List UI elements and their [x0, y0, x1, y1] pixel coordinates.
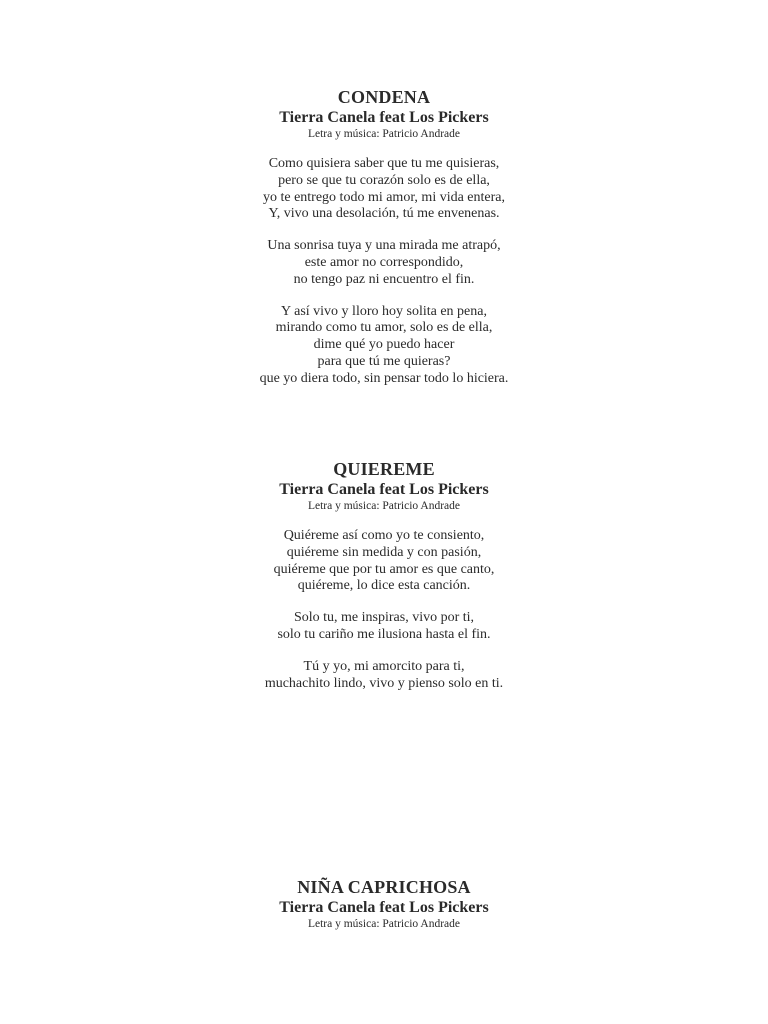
verse-line: mirando como tu amor, solo es de ella,	[275, 320, 493, 336]
stanza	[0, 528, 768, 595]
song-artist: Tierra Canela feat Los Pickers	[279, 109, 489, 126]
song-credits: Letra y música: Patricio Andrade	[307, 500, 460, 512]
verse-line: pero se que tu corazón solo es de ella,	[278, 172, 490, 188]
verse-line: Y así vivo y lloro hoy solita en pena,	[281, 303, 487, 319]
verse-line: Una sonrisa tuya y una mirada me atrapó,	[267, 238, 501, 254]
verse-line: este amor no correspondido,	[304, 254, 464, 270]
song-artist: Tierra Canela feat Los Pickers	[279, 899, 489, 916]
stanza	[0, 659, 768, 693]
verse-line: Y, vivo una desolación, tú me envenenas.	[268, 206, 500, 222]
verse-line: dime qué yo puedo hacer	[313, 337, 455, 353]
verse-line: quiéreme que por tu amor es que canto,	[273, 561, 495, 577]
song-credits: Letra y música: Patricio Andrade	[307, 128, 460, 140]
song-title: CONDENA	[337, 87, 431, 107]
song-credits: Letra y música: Patricio Andrade	[307, 918, 460, 930]
song-artist: Tierra Canela feat Los Pickers	[279, 481, 489, 498]
stanza	[0, 304, 768, 388]
verse-line: Solo tu, me inspiras, vivo por ti,	[293, 610, 475, 626]
verse-line: no tengo paz ni encuentro el fin.	[293, 271, 475, 287]
song-nina-caprichosa	[0, 876, 768, 931]
song-quiereme	[0, 458, 768, 692]
verse-line: muchachito lindo, vivo y pienso solo en ti.	[264, 675, 504, 691]
song-title: QUIEREME	[333, 459, 435, 479]
stanza	[0, 156, 768, 223]
stanza	[0, 610, 768, 644]
verse-line: quiéreme sin medida y con pasión,	[286, 544, 482, 560]
verse-line: quiéreme, lo dice esta canción.	[297, 578, 471, 594]
stanza	[0, 238, 768, 288]
verse-line: yo te entrego todo mi amor, mi vida entera,	[262, 189, 506, 205]
song-title: NIÑA CAPRICHOSA	[297, 877, 471, 897]
verse-line: Como quisiera saber que tu me quisieras,	[268, 156, 500, 171]
verse-line: para que tú me quieras?	[317, 353, 451, 369]
verse-line: Quiéreme así como yo te consiento,	[283, 528, 485, 543]
verse-line: Tú y yo, mi amorcito para ti,	[303, 658, 465, 674]
verse-line: solo tu cariño me ilusiona hasta el fin.	[277, 626, 491, 642]
song-condena	[0, 86, 768, 388]
verse-line: que yo diera todo, sin pensar todo lo hiciera.	[259, 370, 509, 386]
